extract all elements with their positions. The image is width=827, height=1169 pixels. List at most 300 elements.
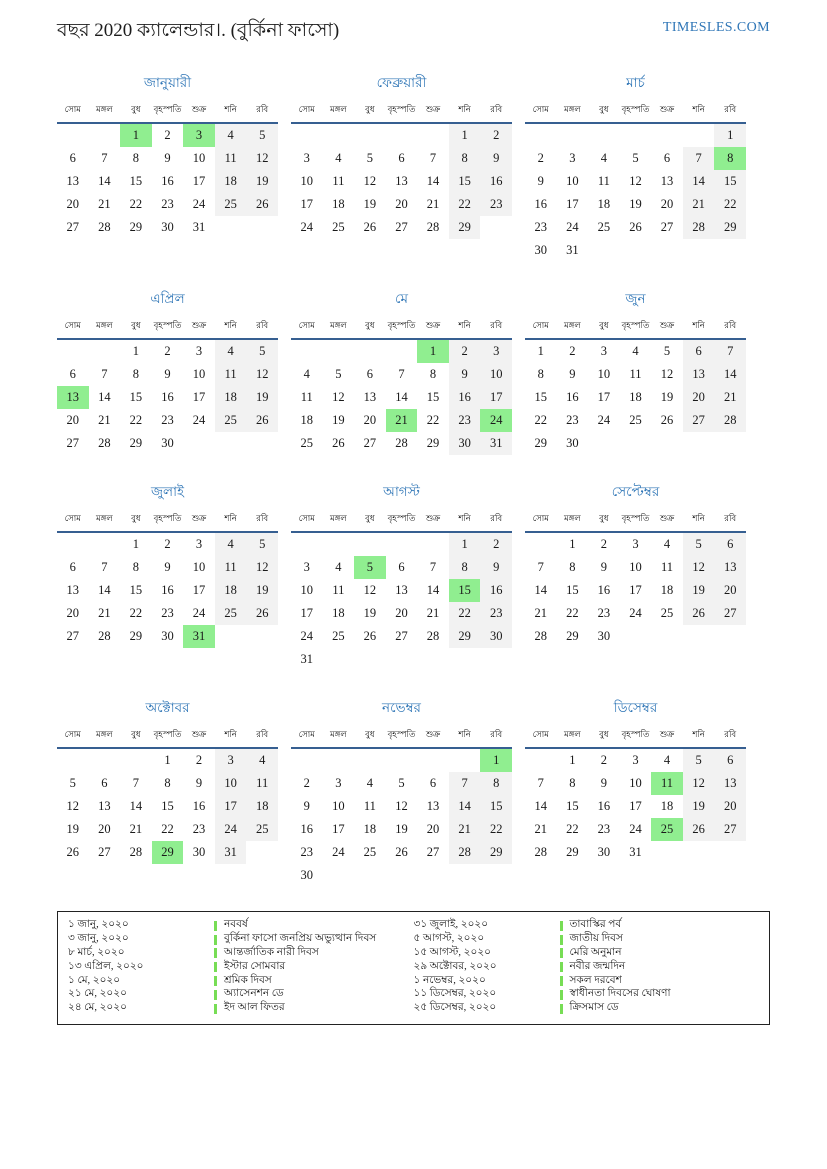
day-cell: 23: [449, 409, 481, 432]
month-block: [525, 481, 746, 671]
day-cell: 5: [398, 776, 405, 790]
holiday-marker-bar: [214, 921, 217, 931]
day-cell: 28: [129, 845, 143, 859]
weekday-row: [57, 100, 278, 123]
month-table: [57, 509, 278, 648]
day-cell: 26: [363, 220, 377, 234]
empty-cell: [89, 339, 121, 363]
weekday-label: শুক্র: [417, 725, 449, 748]
day-cell: 24: [192, 413, 206, 427]
day-cell: 10: [332, 799, 345, 813]
weekday-label: শনি: [683, 509, 715, 532]
day-cell: 15: [161, 799, 174, 813]
week-row: [57, 625, 278, 648]
week-row: [525, 602, 746, 625]
day-cell: 23: [161, 413, 174, 427]
day-cell: 16: [480, 170, 512, 193]
day-cell: 22: [449, 602, 481, 625]
day-cell: 25: [660, 606, 674, 620]
weekday-label: বুধ: [354, 725, 386, 748]
month-name: মার্চ: [626, 75, 645, 90]
empty-cell: [57, 532, 89, 556]
day-cell: 23: [597, 606, 611, 620]
holiday-name: স্বাধীনতা দিবসের ঘোষণা: [569, 988, 671, 1000]
empty-cell: [651, 432, 683, 455]
day-cell: 3: [215, 748, 247, 772]
day-cell: 9: [195, 776, 203, 790]
calendar-grid: [57, 72, 770, 887]
day-cell: 2: [164, 537, 171, 551]
day-cell: 23: [161, 606, 174, 620]
weekday-label: রবি: [714, 100, 746, 123]
week-row: [525, 239, 746, 262]
empty-cell: [714, 625, 746, 648]
day-cell: 2: [449, 339, 481, 363]
weekday-label: বৃহস্পতি: [386, 316, 418, 339]
day-cell: 10: [215, 772, 247, 795]
week-row: [57, 170, 278, 193]
day-cell: 18: [332, 197, 345, 211]
day-cell: 3: [632, 753, 639, 767]
month-block: [57, 288, 278, 455]
weekday-label: রবি: [714, 725, 746, 748]
weekday-label: শনি: [449, 316, 481, 339]
day-cell: 10: [192, 151, 206, 165]
day-cell: 6: [366, 367, 374, 381]
day-cell: 10: [300, 174, 314, 188]
day-cell: 23: [192, 822, 206, 836]
weekday-label: রবি: [480, 100, 512, 123]
day-cell: 27: [660, 220, 674, 234]
month-block: [291, 72, 512, 262]
weekday-row: [57, 316, 278, 339]
day-cell: 30: [300, 868, 314, 882]
day-cell: 7: [537, 776, 544, 790]
day-cell: 18: [660, 799, 674, 813]
day-cell: 22: [714, 193, 746, 216]
week-row: [57, 339, 278, 363]
day-cell: 1: [120, 123, 152, 147]
day-cell: 22: [566, 822, 579, 836]
day-cell: 8: [537, 367, 544, 381]
day-cell: 24: [300, 220, 314, 234]
empty-cell: [89, 532, 121, 556]
day-cell: 13: [57, 386, 89, 409]
day-cell: 6: [429, 776, 437, 790]
weekday-label: রবি: [246, 316, 278, 339]
week-row: [525, 409, 746, 432]
week-row: [291, 841, 512, 864]
day-cell: 16: [161, 390, 174, 404]
weekday-row: [525, 100, 746, 123]
day-cell: 2: [164, 344, 171, 358]
day-cell: 21: [714, 386, 746, 409]
day-cell: 17: [300, 606, 314, 620]
day-cell: 24: [192, 197, 206, 211]
empty-cell: [525, 532, 557, 556]
day-cell: 29: [714, 216, 746, 239]
day-cell: 24: [597, 413, 611, 427]
day-cell: 30: [161, 436, 174, 450]
day-cell: 15: [566, 583, 579, 597]
day-cell: 18: [363, 822, 377, 836]
holiday-date: ২৯ অক্টোবর, ২০২০: [413, 960, 497, 972]
holiday-date: ৮ মার্চ, ২০২০: [68, 947, 125, 958]
weekday-label: রবি: [246, 100, 278, 123]
day-cell: 18: [597, 197, 611, 211]
day-cell: 10: [192, 367, 206, 381]
day-cell: 13: [66, 174, 80, 188]
month-block: [525, 697, 746, 887]
weekday-label: শুক্র: [417, 509, 449, 532]
day-cell: 29: [129, 629, 143, 643]
day-cell: 12: [246, 556, 278, 579]
day-cell: 29: [426, 436, 440, 450]
weekday-label: সোম: [525, 509, 557, 532]
day-cell: 1: [132, 537, 140, 551]
week-row: [525, 532, 746, 556]
week-row: [291, 772, 512, 795]
day-cell: 27: [395, 220, 408, 234]
weekday-row: [57, 509, 278, 532]
day-cell: 2: [600, 753, 608, 767]
day-cell: 23: [566, 413, 579, 427]
day-cell: 11: [215, 556, 247, 579]
day-cell: 26: [683, 602, 715, 625]
day-cell: 26: [66, 845, 80, 859]
holiday-name: ইস্টার সোমবার: [224, 960, 286, 972]
empty-cell: [449, 864, 481, 887]
day-cell: 3: [632, 537, 639, 551]
day-cell: 21: [534, 606, 548, 620]
day-cell: 20: [714, 795, 746, 818]
day-cell: 20: [66, 413, 80, 427]
empty-cell: [683, 432, 715, 455]
day-cell: 15: [449, 579, 481, 602]
day-cell: 14: [683, 170, 715, 193]
weekday-label: শুক্র: [651, 509, 683, 532]
day-cell: 11: [215, 363, 247, 386]
day-cell: 6: [69, 560, 76, 574]
empty-cell: [525, 748, 557, 772]
weekday-label: বুধ: [588, 509, 620, 532]
day-cell: 23: [161, 197, 174, 211]
day-cell: 2: [480, 123, 512, 147]
day-cell: 29: [534, 436, 548, 450]
week-row: [57, 386, 278, 409]
day-cell: 7: [398, 367, 405, 381]
holiday-marker-bar: [214, 1004, 217, 1014]
day-cell: 7: [429, 151, 437, 165]
day-cell: 2: [480, 532, 512, 556]
day-cell: 4: [215, 532, 247, 556]
day-cell: 27: [98, 845, 111, 859]
day-cell: 17: [332, 822, 345, 836]
day-cell: 7: [101, 151, 108, 165]
day-cell: 8: [132, 560, 140, 574]
weekday-label: বৃহস্পতি: [386, 509, 418, 532]
day-cell: 29: [566, 629, 579, 643]
weekday-label: মঙ্গল: [89, 725, 121, 748]
day-cell: 2: [303, 776, 310, 790]
day-cell: 27: [363, 436, 377, 450]
day-cell: 1: [417, 339, 449, 363]
month-name: সেপ্টেম্বর: [611, 484, 660, 499]
empty-cell: [480, 648, 512, 671]
day-cell: 31: [192, 220, 206, 234]
day-cell: 15: [426, 390, 440, 404]
day-cell: 11: [215, 147, 247, 170]
empty-cell: [386, 648, 418, 671]
day-cell: 16: [597, 799, 611, 813]
day-cell: 8: [164, 776, 171, 790]
holiday-marker-bar: [560, 1004, 563, 1014]
day-cell: 19: [660, 390, 674, 404]
day-cell: 20: [683, 386, 715, 409]
weekday-row: [525, 316, 746, 339]
day-cell: 3: [195, 537, 203, 551]
day-cell: 12: [332, 390, 345, 404]
day-cell: 27: [66, 629, 80, 643]
day-cell: 24: [215, 818, 247, 841]
week-row: [57, 147, 278, 170]
day-cell: 25: [215, 602, 247, 625]
day-cell: 28: [534, 845, 548, 859]
week-row: [291, 409, 512, 432]
day-cell: 13: [98, 799, 111, 813]
day-cell: 26: [332, 436, 345, 450]
weekday-label: বৃহস্পতি: [152, 725, 184, 748]
day-cell: 21: [534, 822, 548, 836]
empty-cell: [620, 432, 652, 455]
week-row: [525, 579, 746, 602]
week-row: [525, 123, 746, 147]
day-cell: 31: [480, 432, 512, 455]
day-cell: 9: [569, 367, 576, 381]
day-cell: 15: [129, 390, 143, 404]
holiday-date: ১১ ডিসেম্বর, ২০২০: [413, 988, 497, 1000]
day-cell: 31: [215, 841, 247, 864]
month-block: [57, 697, 278, 887]
weekday-row: [291, 509, 512, 532]
day-cell: 8: [449, 147, 481, 170]
day-cell: 2: [195, 753, 203, 767]
weekday-row: [525, 725, 746, 748]
day-cell: 10: [566, 174, 579, 188]
day-cell: 16: [566, 390, 579, 404]
weekday-label: মঙ্গল: [323, 316, 355, 339]
empty-cell: [449, 648, 481, 671]
month-name: অক্টোবর: [145, 700, 190, 715]
week-row: [291, 532, 512, 556]
week-row: [57, 818, 278, 841]
day-cell: 14: [449, 795, 481, 818]
weekday-label: শনি: [449, 725, 481, 748]
day-cell: 11: [332, 583, 345, 597]
day-cell: 4: [246, 748, 278, 772]
day-cell: 2: [600, 537, 608, 551]
weekday-row: [291, 725, 512, 748]
day-cell: 13: [660, 174, 674, 188]
day-cell: 14: [98, 390, 111, 404]
holiday-name: নবীর জন্মদিন: [569, 960, 626, 972]
empty-cell: [714, 841, 746, 864]
week-row: [57, 363, 278, 386]
empty-cell: [215, 432, 247, 455]
day-cell: 12: [363, 174, 377, 188]
day-cell: 19: [246, 386, 278, 409]
weekday-label: রবি: [480, 509, 512, 532]
day-cell: 28: [426, 220, 440, 234]
holiday-name: মেরি অনুমান: [569, 947, 622, 958]
day-cell: 7: [101, 367, 108, 381]
month-block: [291, 481, 512, 671]
week-row: [291, 432, 512, 455]
month-table: [291, 509, 512, 671]
holiday-name: অ্যাসেনশন ডে: [224, 988, 284, 1000]
empty-cell: [57, 748, 89, 772]
day-cell: 9: [164, 367, 171, 381]
empty-cell: [525, 123, 557, 147]
day-cell: 26: [629, 220, 642, 234]
day-cell: 9: [164, 560, 171, 574]
day-cell: 20: [395, 197, 408, 211]
day-cell: 23: [597, 822, 611, 836]
weekday-label: বৃহস্পতি: [152, 509, 184, 532]
holiday-name: তাবাস্কির পর্ব: [569, 919, 622, 931]
day-cell: 11: [629, 367, 642, 381]
day-cell: 30: [597, 629, 611, 643]
day-cell: 3: [303, 151, 310, 165]
day-cell: 9: [449, 363, 481, 386]
empty-cell: [323, 864, 355, 887]
empty-cell: [620, 123, 652, 147]
weekday-label: বুধ: [588, 316, 620, 339]
day-cell: 21: [449, 818, 481, 841]
week-row: [291, 864, 512, 887]
day-cell: 16: [192, 799, 206, 813]
week-row: [291, 748, 512, 772]
holiday-marker-bar: [214, 990, 217, 1000]
day-cell: 3: [600, 344, 608, 358]
holiday-name: বুর্কিনা ফাসো জনপ্রিয় অভ্যুত্থান দিবস: [224, 933, 377, 945]
empty-cell: [354, 748, 386, 772]
day-cell: 4: [632, 344, 639, 358]
weekday-label: শনি: [215, 725, 247, 748]
day-cell: 8: [480, 772, 512, 795]
empty-cell: [386, 123, 418, 147]
week-row: [525, 147, 746, 170]
day-cell: 4: [215, 339, 247, 363]
week-row: [525, 841, 746, 864]
week-row: [525, 772, 746, 795]
day-cell: 29: [152, 841, 184, 864]
weekday-label: বৃহস্পতি: [620, 725, 652, 748]
weekday-label: বৃহস্পতি: [386, 725, 418, 748]
weekday-label: বুধ: [588, 725, 620, 748]
day-cell: 19: [629, 197, 642, 211]
legend-item: [68, 1002, 414, 1016]
empty-cell: [417, 123, 449, 147]
weekday-label: রবি: [246, 725, 278, 748]
day-cell: 24: [192, 606, 206, 620]
month-table: [291, 316, 512, 455]
holiday-date: ২৫ ডিসেম্বর, ২০২০: [413, 1002, 497, 1014]
weekday-label: রবি: [480, 725, 512, 748]
site-link[interactable]: TIMESLES.COM: [662, 20, 770, 35]
weekday-label: বৃহস্পতি: [620, 316, 652, 339]
holiday-marker-bar: [214, 976, 217, 986]
day-cell: 30: [161, 629, 174, 643]
day-cell: 1: [132, 344, 140, 358]
empty-cell: [354, 864, 386, 887]
empty-cell: [386, 864, 418, 887]
day-cell: 18: [660, 583, 674, 597]
week-row: [525, 625, 746, 648]
day-cell: 12: [363, 583, 377, 597]
day-cell: 16: [300, 822, 314, 836]
week-row: [57, 556, 278, 579]
day-cell: 12: [629, 174, 642, 188]
empty-cell: [417, 648, 449, 671]
weekday-label: রবি: [246, 509, 278, 532]
day-cell: 9: [303, 799, 310, 813]
empty-cell: [323, 532, 355, 556]
day-cell: 22: [129, 413, 143, 427]
day-cell: 17: [629, 583, 642, 597]
month-block: [57, 481, 278, 671]
day-cell: 12: [660, 367, 674, 381]
day-cell: 18: [215, 170, 247, 193]
day-cell: 25: [597, 220, 611, 234]
weekday-label: শুক্র: [183, 100, 215, 123]
day-cell: 22: [161, 822, 174, 836]
empty-cell: [588, 432, 620, 455]
empty-cell: [246, 841, 278, 864]
day-cell: 28: [683, 216, 715, 239]
day-cell: 22: [449, 193, 481, 216]
holiday-date: ১৩ এপ্রিল, ২০২০: [68, 960, 144, 972]
day-cell: 9: [537, 174, 544, 188]
weekday-label: বুধ: [120, 725, 152, 748]
week-row: [291, 602, 512, 625]
legend-column-right: [414, 919, 760, 1016]
day-cell: 24: [300, 629, 314, 643]
day-cell: 20: [660, 197, 674, 211]
weekday-label: মঙ্গল: [557, 316, 589, 339]
day-cell: 13: [714, 772, 746, 795]
page-header: [57, 16, 770, 48]
week-row: [57, 532, 278, 556]
day-cell: 9: [480, 147, 512, 170]
week-row: [291, 123, 512, 147]
week-row: [525, 216, 746, 239]
weekday-label: বৃহস্পতি: [620, 100, 652, 123]
week-row: [525, 363, 746, 386]
holiday-date: ১ নভেম্বর, ২০২০: [413, 974, 486, 986]
day-cell: 17: [192, 583, 206, 597]
month-table: [57, 316, 278, 455]
day-cell: 30: [192, 845, 206, 859]
weekday-label: সোম: [291, 509, 323, 532]
month-table: [525, 725, 746, 864]
day-cell: 20: [98, 822, 111, 836]
day-cell: 28: [534, 629, 548, 643]
month-table: [525, 100, 746, 262]
day-cell: 27: [714, 818, 746, 841]
empty-cell: [386, 748, 418, 772]
day-cell: 6: [663, 151, 671, 165]
